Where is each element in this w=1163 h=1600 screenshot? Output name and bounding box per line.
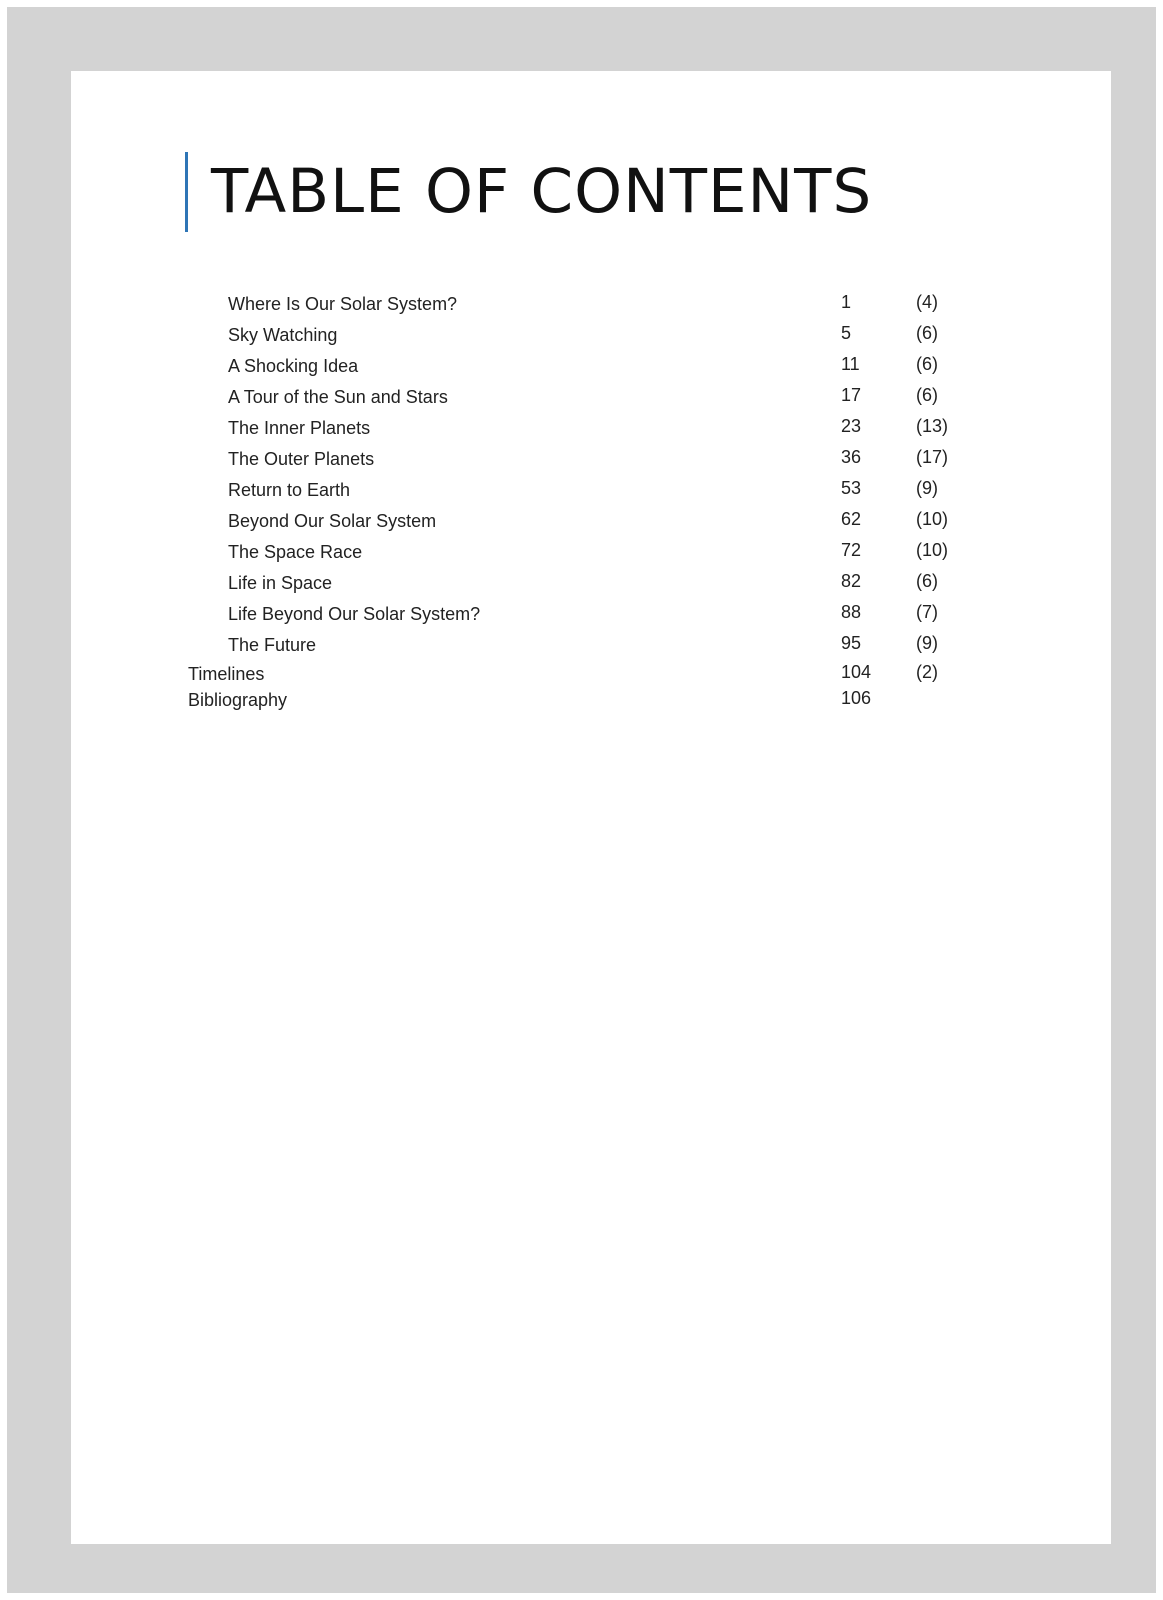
toc-entry-count: (17) (916, 447, 949, 467)
toc-entry-count: (4) (916, 292, 938, 312)
toc-entry[interactable] (71, 507, 1111, 535)
toc-entry-count: (6) (916, 323, 938, 343)
toc-entry-title: Where Is Our Solar System? (228, 294, 458, 314)
toc-entry[interactable] (71, 631, 1111, 659)
toc-entry-title: Sky Watching (228, 325, 338, 345)
toc-entry-count: (2) (916, 662, 938, 682)
toc-entry-page: 104 (841, 662, 872, 682)
toc-entry[interactable] (71, 660, 1111, 688)
toc-entry-count: (6) (916, 385, 938, 405)
toc-entry[interactable] (71, 352, 1111, 380)
toc-entry[interactable] (71, 321, 1111, 349)
toc-entry[interactable] (71, 290, 1111, 318)
toc-entry-page: 1 (841, 292, 852, 312)
toc-entry-page: 23 (841, 416, 862, 436)
toc-entry-title: The Space Race (228, 542, 363, 562)
toc-entry-count: (7) (916, 602, 938, 622)
toc-entry[interactable] (71, 686, 1111, 714)
toc-entry-count: (10) (916, 540, 949, 560)
page-frame (7, 7, 1156, 1593)
toc-entry-page: 11 (841, 354, 860, 374)
toc-entry-title: The Outer Planets (228, 449, 375, 469)
toc-entry[interactable] (71, 538, 1111, 566)
toc-entry-count: (9) (916, 478, 938, 498)
toc-entry-count: (10) (916, 509, 949, 529)
toc-entry[interactable] (71, 569, 1111, 597)
toc-entry-title: A Shocking Idea (228, 356, 359, 376)
toc-entry-page: 53 (841, 478, 862, 498)
toc-entry-page: 62 (841, 509, 862, 529)
toc-entry-count: (6) (916, 354, 938, 374)
toc-entry-title: The Future (228, 635, 317, 655)
toc-entry-title: Life in Space (228, 573, 333, 593)
page-title: TABLE OF CONTENTS (211, 156, 873, 227)
toc-entry[interactable] (71, 600, 1111, 628)
toc-entry-title: Life Beyond Our Solar System? (228, 604, 481, 624)
toc-entry-count: (6) (916, 571, 938, 591)
toc-entry[interactable] (71, 383, 1111, 411)
toc-entry-title: Timelines (188, 664, 265, 684)
document-page (71, 71, 1111, 1544)
toc-entry-page: 95 (841, 633, 862, 653)
toc-entry-page: 17 (841, 385, 862, 405)
toc-entry-title: Bibliography (188, 690, 288, 710)
toc-entry[interactable] (71, 445, 1111, 473)
toc-entry-page: 82 (841, 571, 862, 591)
toc-entry-page: 88 (841, 602, 862, 622)
toc-entry-page: 106 (841, 688, 872, 708)
toc-entry-title: A Tour of the Sun and Stars (228, 387, 448, 407)
toc-entry[interactable] (71, 414, 1111, 442)
toc-entry-title: Return to Earth (228, 480, 351, 500)
toc-entry-title: Beyond Our Solar System (228, 511, 437, 531)
toc-entry-count: (13) (916, 416, 949, 436)
toc-entry-title: The Inner Planets (228, 418, 371, 438)
toc-list (71, 71, 1111, 771)
toc-entry-count: (9) (916, 633, 938, 653)
toc-entry-page: 36 (841, 447, 862, 467)
toc-entry[interactable] (71, 476, 1111, 504)
toc-entry-page: 5 (841, 323, 852, 343)
toc-entry-page: 72 (841, 540, 862, 560)
